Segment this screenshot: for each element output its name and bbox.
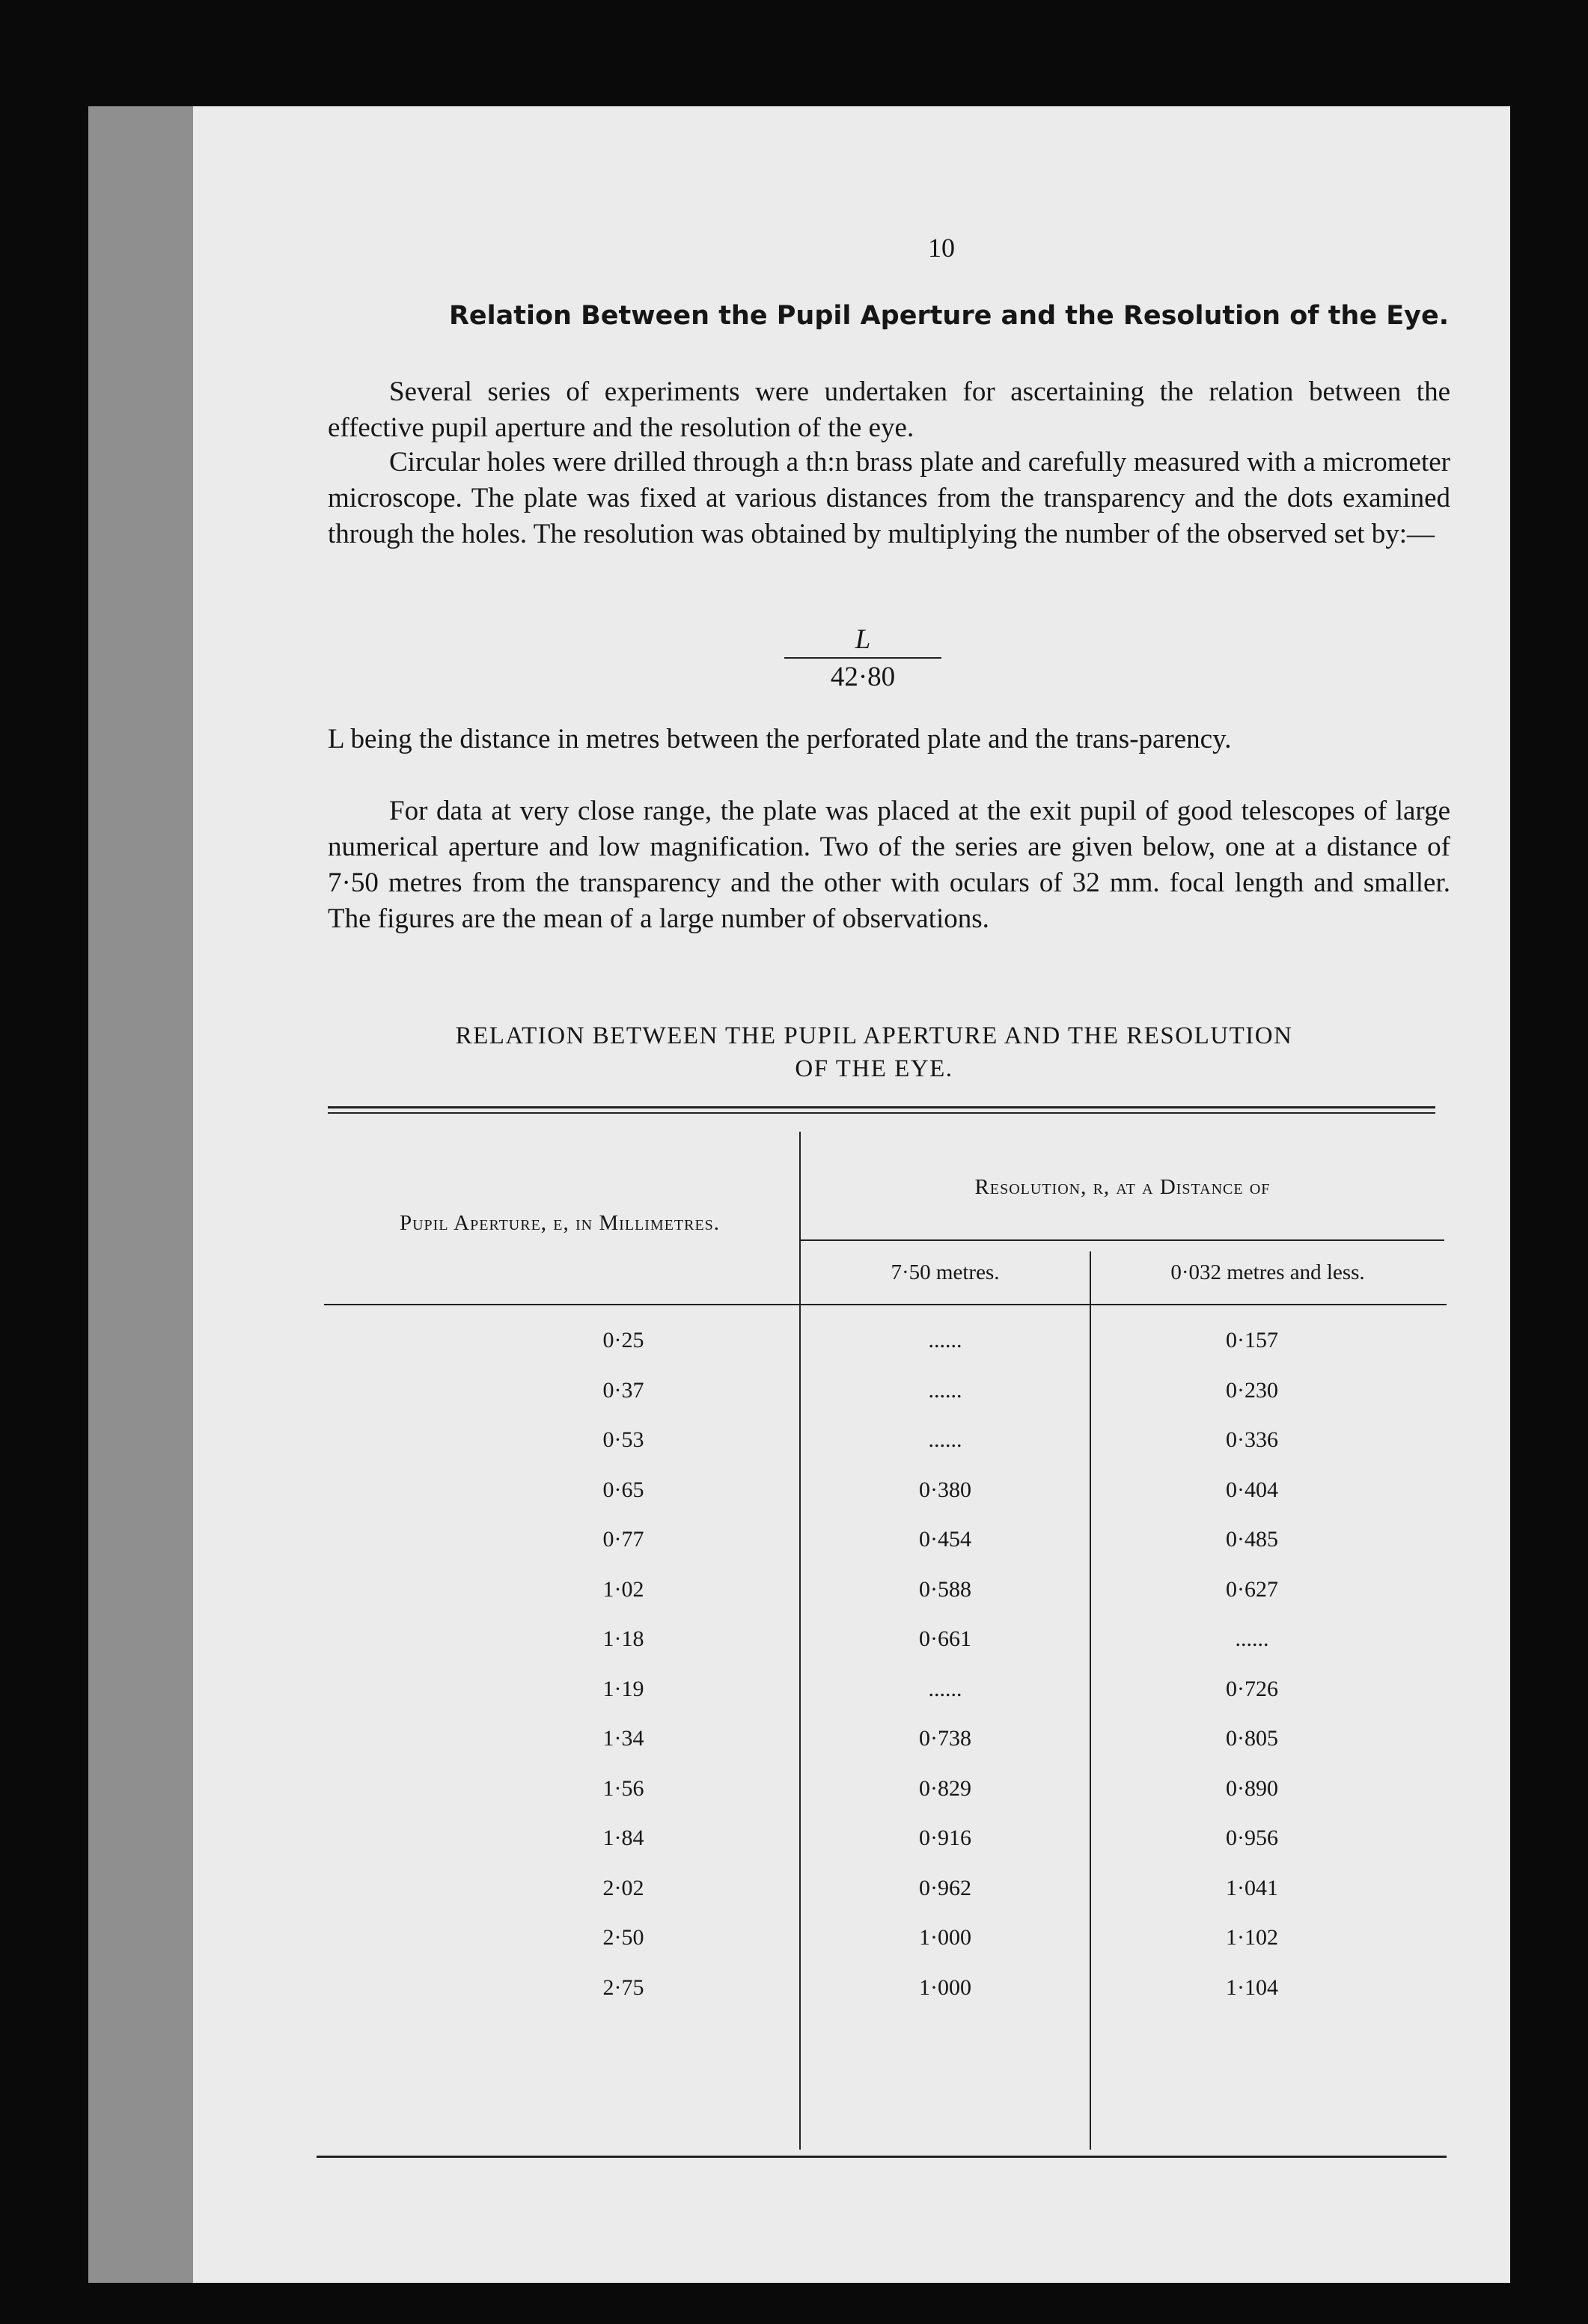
table-title [328,1019,1420,1085]
formula-numerator: L [855,624,871,655]
formula [784,623,941,695]
paragraph-2: Circular holes were drilled through a th:n brass plate and carefully measured with a micrometer microscope. The plate was fixed at various distances from the transparency and the dots examined through the holes. The resolution was obtained by multiplying the number of the observed set by:— [328,447,1450,549]
cell-resolution-7-50: 0·738 [919,1726,971,1751]
cell-resolution-0-032: 0·157 [1226,1328,1278,1352]
cell-pupil-aperture: 1·19 [602,1677,644,1701]
cell-resolution-7-50: 0·380 [919,1477,971,1502]
column-divider-2 [1090,1251,1091,2150]
header-col-7-50: 7·50 metres. [891,1260,1000,1284]
cell-pupil-aperture: 0·65 [602,1477,644,1502]
cell-pupil-aperture: 0·77 [602,1527,644,1552]
cell-resolution-0-032: 0·805 [1226,1726,1278,1751]
cell-resolution-0-032: 0·890 [1226,1776,1278,1801]
table-title-line-1: RELATION BETWEEN THE PUPIL APERTURE AND THE RESOLUTION [455,1022,1293,1049]
cell-resolution-0-032: 1·102 [1226,1925,1278,1950]
cell-pupil-aperture: 0·37 [602,1378,644,1403]
cell-resolution-7-50: ...... [928,1427,962,1452]
cell-resolution-0-032: 0·956 [1226,1826,1278,1850]
paragraph-4: For data at very close range, the plate was placed at the exit pupil of good telescopes of large numerical aperture and low magnification. Two of the series are given below, one at a distance of 7·50 metres from the transparency and the other with oculars of 32 mm. focal length and smaller. The figures are the mean of a large number of observations. [328,796,1450,934]
table-top-rule-inner [328,1112,1435,1114]
cell-pupil-aperture: 1·84 [602,1826,644,1850]
header-col-0-032: 0·032 metres and less. [1170,1260,1365,1284]
cell-pupil-aperture: 1·18 [602,1626,644,1651]
resolution-header-rule [801,1239,1444,1241]
cell-resolution-0-032: 0·627 [1226,1577,1278,1602]
cell-resolution-7-50: 1·000 [919,1925,971,1950]
cell-resolution-7-50: 0·661 [919,1626,971,1651]
header-resolution: Resolution, r, at a Distance of [974,1175,1271,1199]
header-pupil-aperture: Pupil Aperture, e, in Millimetres. [399,1211,721,1235]
cell-resolution-0-032: 1·041 [1226,1876,1278,1900]
cell-pupil-aperture: 1·02 [602,1577,644,1602]
cell-resolution-0-032: 1·104 [1226,1975,1278,2000]
cell-resolution-0-032: ...... [1235,1626,1269,1651]
cell-resolution-7-50: ...... [928,1677,962,1701]
table-top-rule [328,1106,1435,1108]
cell-pupil-aperture: 1·56 [602,1776,644,1801]
cell-resolution-7-50: ...... [928,1328,962,1352]
cell-resolution-7-50: ...... [928,1378,962,1403]
cell-resolution-7-50: 0·588 [919,1577,971,1602]
section-heading: Relation Between the Pupil Aperture and the Resolution of the Eye. [448,301,1450,331]
cell-resolution-7-50: 0·454 [919,1527,971,1552]
cell-resolution-0-032: 0·404 [1226,1477,1278,1502]
cell-resolution-0-032: 0·726 [1226,1677,1278,1701]
paragraph-3: L being the distance in metres between the perforated plate and the trans-parency. [328,724,1232,754]
scan-page-edge [88,106,195,2283]
cell-resolution-7-50: 0·916 [919,1826,971,1850]
header-bottom-rule [324,1304,1447,1305]
cell-resolution-7-50: 0·829 [919,1776,971,1801]
cell-pupil-aperture: 2·50 [602,1925,644,1950]
cell-resolution-0-032: 0·336 [1226,1427,1278,1452]
formula-denominator: 42·80 [784,657,941,695]
cell-pupil-aperture: 1·34 [602,1726,644,1751]
cell-resolution-7-50: 0·962 [919,1876,971,1900]
cell-resolution-7-50: 1·000 [919,1975,971,2000]
cell-pupil-aperture: 2·75 [602,1975,644,2000]
page-number: 10 [928,233,955,263]
cell-pupil-aperture: 2·02 [602,1876,644,1900]
paragraph-1: Several series of experiments were undertaken for ascertaining the relation between the effective pupil aperture and the resolution of the eye. [328,376,1450,443]
cell-pupil-aperture: 0·25 [602,1328,644,1352]
cell-resolution-0-032: 0·230 [1226,1378,1278,1403]
document-page [193,106,1510,2283]
cell-resolution-0-032: 0·485 [1226,1527,1278,1552]
table-bottom-rule [317,2156,1447,2158]
table-title-line-2: OF THE EYE. [795,1055,953,1082]
cell-pupil-aperture: 0·53 [602,1427,644,1452]
